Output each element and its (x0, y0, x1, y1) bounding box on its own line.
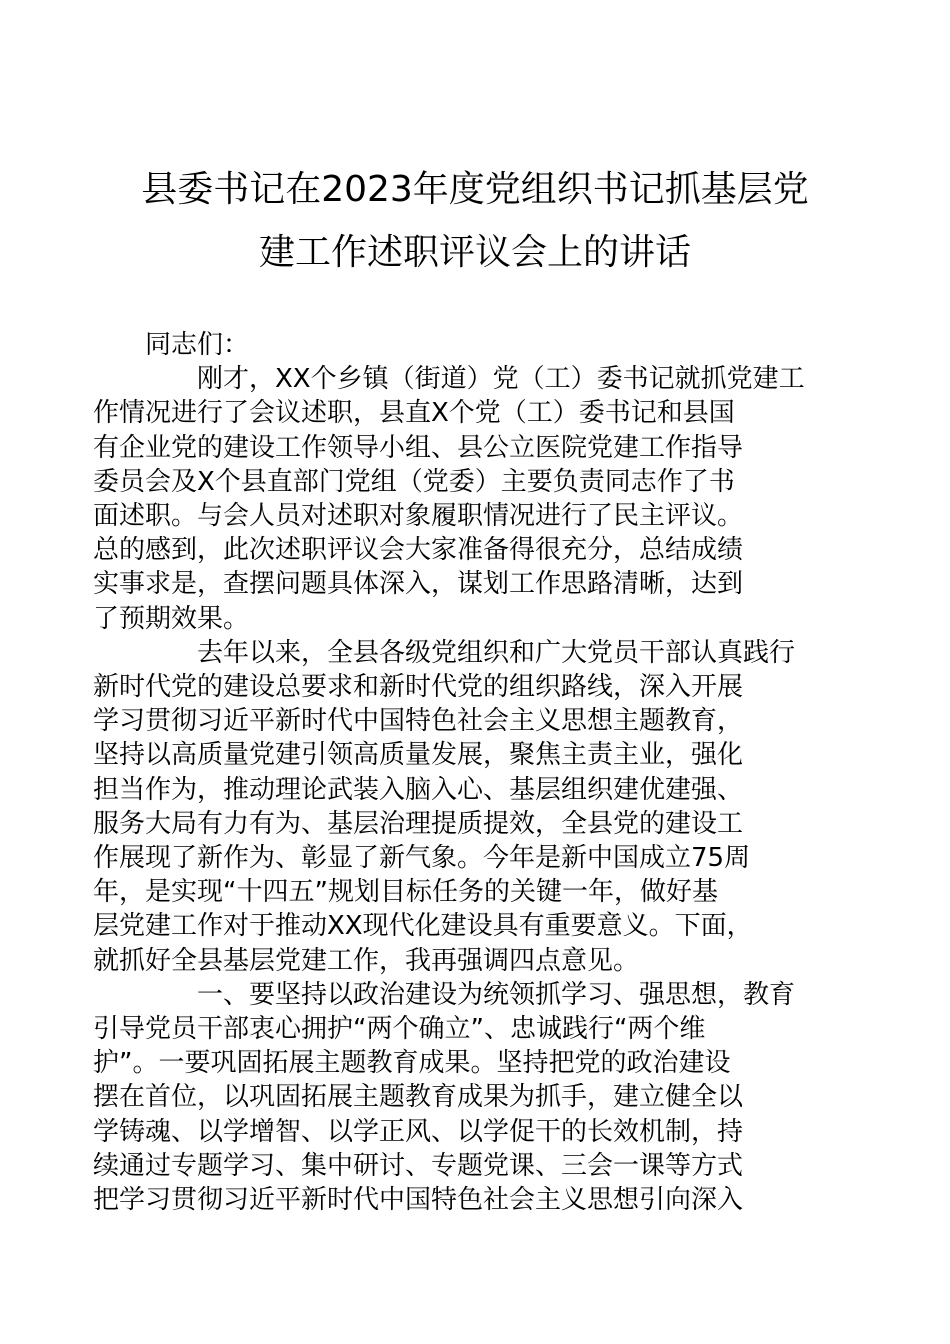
document-title (100, 158, 850, 284)
salutation: 同志们： (145, 330, 250, 360)
text-line: 护”。一要巩固拓展主题教育成果。坚持把党的政治建设 (93, 1048, 731, 1079)
text-line: 把学习贯彻习近平新时代中国特色社会主义思想引向深入 (93, 1185, 744, 1216)
text-line: 续通过专题学习、集中研讨、专题党课、三会一课等方式 (93, 1150, 744, 1181)
paragraph-3 (93, 978, 808, 1217)
paragraph-2 (93, 636, 808, 978)
text-line: 总的感到，此次述职评议会大家准备得很充分，总结成绩 (93, 535, 744, 566)
text-line: 面述职。与会人员对述职对象履职情况进行了民主评议。 (93, 501, 744, 532)
text-line: 坚持以高质量党建引领高质量发展，聚焦主责主业，强化 (93, 740, 744, 771)
document-body (93, 328, 808, 1217)
text-line: 就抓好全县基层党建工作，我再强调四点意见。 (93, 945, 640, 976)
text-line: 新时代党的建设总要求和新时代党的组织路线，深入开展 (93, 672, 744, 703)
text-line: 摆在首位，以巩固拓展主题教育成果为抓手，建立健全以 (93, 1082, 744, 1113)
text-line: 实事求是，查摆问题具体深入，谋划工作思路清晰，达到 (93, 569, 744, 600)
title-line-1: 县委书记在2023年度党组织书记抓基层党 (141, 169, 809, 210)
text-line: 作情况进行了会议述职，县直X个党（工）委书记和县国 (93, 398, 735, 429)
text-line: 了预期效果。 (93, 603, 250, 634)
text-line: 一、要坚持以政治建设为统领抓学习、强思想，教育 (197, 979, 796, 1010)
text-line: 学铸魂、以学增智、以学正风、以学促干的长效机制，持 (93, 1116, 744, 1147)
text-line: 有企业党的建设工作领导小组、县公立医院党建工作指导 (93, 432, 744, 463)
text-line: 去年以来，全县各级党组织和广大党员干部认真践行 (197, 637, 796, 668)
text-line: 年，是实现“十四五”规划目标任务的关键一年，做好基 (93, 877, 718, 908)
text-line: 服务大局有力有为、基层治理提质提效，全县党的建设工 (93, 808, 744, 839)
text-line: 学习贯彻习近平新时代中国特色社会主义思想主题教育， (93, 706, 744, 737)
text-line: 刚才，XX个乡镇（街道）党（工）委书记就抓党建工 (197, 364, 805, 395)
text-line: 作展现了新作为、彰显了新气象。今年是新中国成立75周 (93, 843, 751, 874)
text-line: 引导党员干部衷心拥护“两个确立”、忠诚践行“两个维 (93, 1014, 706, 1045)
text-line: 委员会及X个县直部门党组（党委）主要负责同志作了书 (93, 466, 735, 497)
title-line-2: 建工作述职评议会上的讲话 (258, 232, 691, 273)
text-line: 层党建工作对于推动XX现代化建设具有重要意义。下面， (93, 911, 753, 942)
text-line: 担当作为，推动理论武装入脑入心、基层组织建优建强、 (93, 774, 744, 805)
paragraph-1 (93, 362, 808, 636)
